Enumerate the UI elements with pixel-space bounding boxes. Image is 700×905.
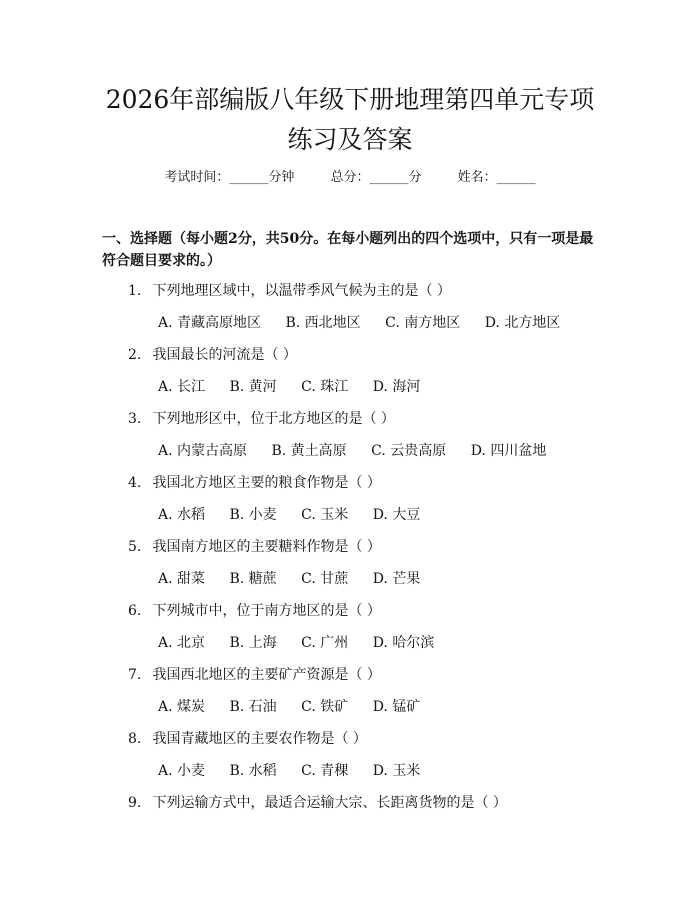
question-text: 下列地形区中，位于北方地区的是（ ） [152, 411, 395, 427]
question-number: 9. [128, 795, 142, 811]
question-2 [128, 344, 297, 364]
options-2 [158, 376, 440, 396]
option-d: D. 哈尔滨 [372, 635, 435, 651]
option-b: B. 黄河 [229, 379, 277, 395]
option-a: A. 煤炭 [158, 699, 206, 715]
total-score-field: 总分：______分 [330, 170, 422, 185]
options-3 [158, 440, 566, 460]
option-a: A. 内蒙古高原 [158, 443, 248, 459]
option-a: A. 小麦 [158, 763, 206, 779]
option-c: C. 铁矿 [301, 699, 349, 715]
option-a: A. 北京 [158, 635, 206, 651]
question-number: 4. [128, 475, 142, 491]
student-name-field: 姓名：______ [457, 170, 536, 185]
options-6 [158, 632, 454, 652]
option-a: A. 长江 [158, 379, 206, 395]
options-1 [158, 312, 580, 332]
options-5 [158, 568, 440, 588]
option-c: C. 青稞 [301, 763, 349, 779]
options-4 [158, 504, 440, 524]
question-number: 8. [128, 731, 142, 747]
option-d: D. 锰矿 [372, 699, 421, 715]
question-text: 我国最长的河流是（ ） [152, 347, 297, 363]
question-text: 下列城市中，位于南方地区的是（ ） [152, 603, 381, 619]
question-text: 我国南方地区的主要糖料作物是（ ） [152, 539, 381, 555]
question-9 [128, 792, 507, 812]
question-6 [128, 600, 381, 620]
option-b: B. 小麦 [229, 507, 277, 523]
option-b: B. 西北地区 [285, 315, 361, 331]
question-text: 下列运输方式中，最适合运输大宗、长距离货物的是（ ） [152, 795, 507, 811]
option-c: C. 南方地区 [385, 315, 461, 331]
question-7 [128, 664, 381, 684]
option-c: C. 甘蔗 [301, 571, 349, 587]
question-1 [128, 280, 451, 300]
option-b: B. 石油 [229, 699, 277, 715]
option-d: D. 玉米 [372, 763, 421, 779]
option-d: D. 海河 [372, 379, 421, 395]
title-line-1: 2026年部编版八年级下册地理第四单元专项 [105, 85, 595, 114]
question-number: 2. [128, 347, 142, 363]
question-number: 7. [128, 667, 142, 683]
question-3 [128, 408, 395, 428]
exam-info-row [0, 166, 700, 185]
question-number: 6. [128, 603, 142, 619]
exam-time-field: 考试时间：______分钟 [164, 170, 295, 185]
option-a: A. 甜菜 [158, 571, 206, 587]
options-7 [158, 696, 440, 716]
question-8 [128, 728, 367, 748]
option-b: B. 水稻 [229, 763, 277, 779]
question-text: 我国北方地区主要的粮食作物是（ ） [152, 475, 381, 491]
option-d: D. 芒果 [372, 571, 421, 587]
options-8 [158, 760, 440, 780]
option-b: B. 上海 [229, 635, 277, 651]
question-text: 下列地理区域中，以温带季风气候为主的是（ ） [152, 283, 451, 299]
option-c: C. 广州 [301, 635, 349, 651]
option-a: A. 青藏高原地区 [158, 315, 262, 331]
option-d: D. 北方地区 [484, 315, 561, 331]
question-5 [128, 536, 381, 556]
option-a: A. 水稻 [158, 507, 206, 523]
question-text: 我国青藏地区的主要农作物是（ ） [152, 731, 367, 747]
option-b: B. 黄土高原 [271, 443, 347, 459]
document-title [0, 80, 700, 160]
option-c: C. 云贵高原 [371, 443, 447, 459]
question-number: 5. [128, 539, 142, 555]
title-line-2: 练习及答案 [287, 125, 413, 154]
option-d: D. 大豆 [372, 507, 421, 523]
option-c: C. 珠江 [301, 379, 349, 395]
option-c: C. 玉米 [301, 507, 349, 523]
option-d: D. 四川盆地 [470, 443, 547, 459]
option-b: B. 糖蔗 [229, 571, 277, 587]
question-text: 我国西北地区的主要矿产资源是（ ） [152, 667, 381, 683]
question-number: 1. [128, 283, 142, 299]
section-heading: 一、选择题（每小题2分，共50分。在每小题列出的四个选项中，只有一项是最符合题目要求的。） [102, 231, 594, 269]
question-4 [128, 472, 381, 492]
question-number: 3. [128, 411, 142, 427]
